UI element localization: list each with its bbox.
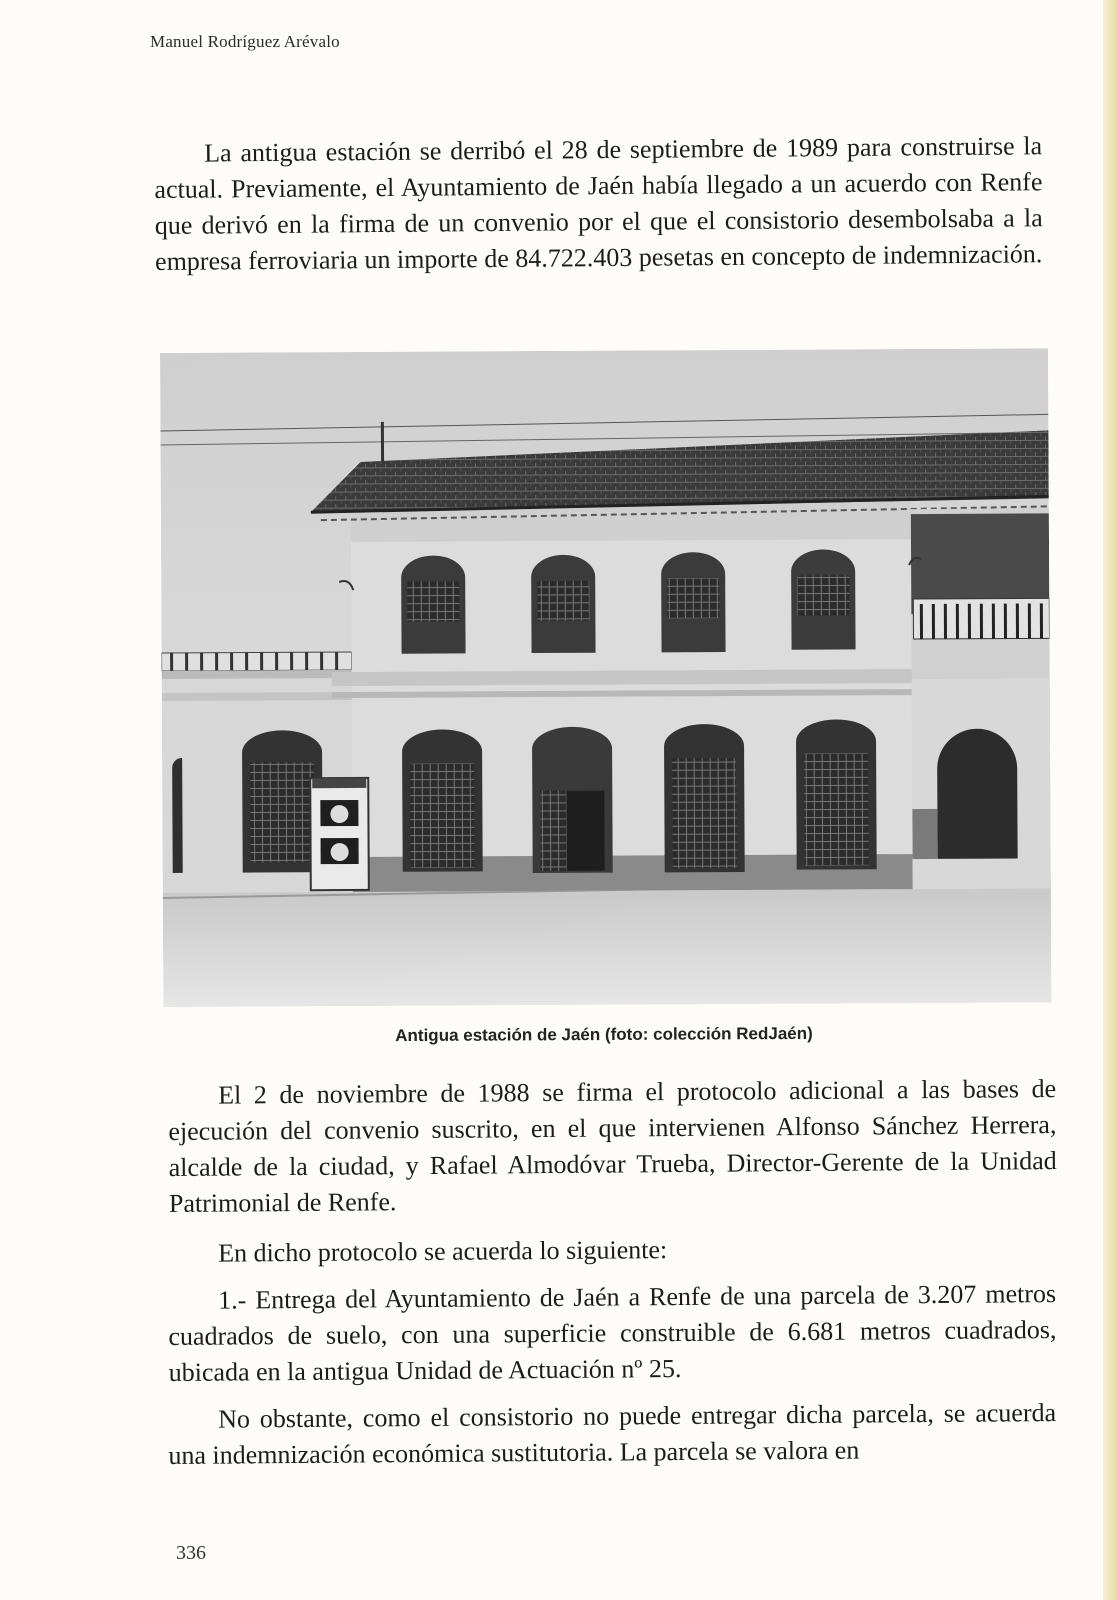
page-edge [1103,0,1117,1600]
photo-caption: Antigua estación de Jaén (foto: colección RedJaén) [395,1023,813,1046]
paragraph-4: 1.- Entrega del Ayuntamiento de Jaén a Renfe de una parcela de 3.207 metros cuadrados de suelo, con una superficie construible de 6.681 metros cuadrados, ubicada en la antigua Unidad de Actuación nº 25. [168,1279,1057,1387]
paragraph-2: El 2 de noviembre de 1988 se firma el protocolo adicional a las bases de ejecución del convenio suscrito, en el que intervienen Alfonso Sánchez Herrera, alcalde de la ciudad, y Rafael Almodóvar Trueba, Director-Gerente de la Unidad Patrimonial de Renfe. [168,1074,1057,1218]
paragraph-1: La antigua estación se derribó el 28 de septiembre de 1989 para construirse la actual. Previamente, el Ayuntamiento de Jaén había llegado a un acuerdo con Renfe que derivó en la firma de un convenio por el que el consistorio desembolsaba a la empresa ferroviaria un importe de 84.722.403 pesetas en concepto de indemnización. [154,131,1043,276]
paragraph-3: En dicho protocolo se acuerda lo siguiente: [218,1235,668,1268]
page-number: 336 [176,1542,206,1564]
paragraph-5: No obstante, como el consistorio no puede entregar dicha parcela, se acuerda una indemnización económica sustitutoria. La parcela se valora en [168,1398,1057,1470]
station-photo [160,348,1051,1007]
running-head: Manuel Rodríguez Arévalo [150,32,340,51]
